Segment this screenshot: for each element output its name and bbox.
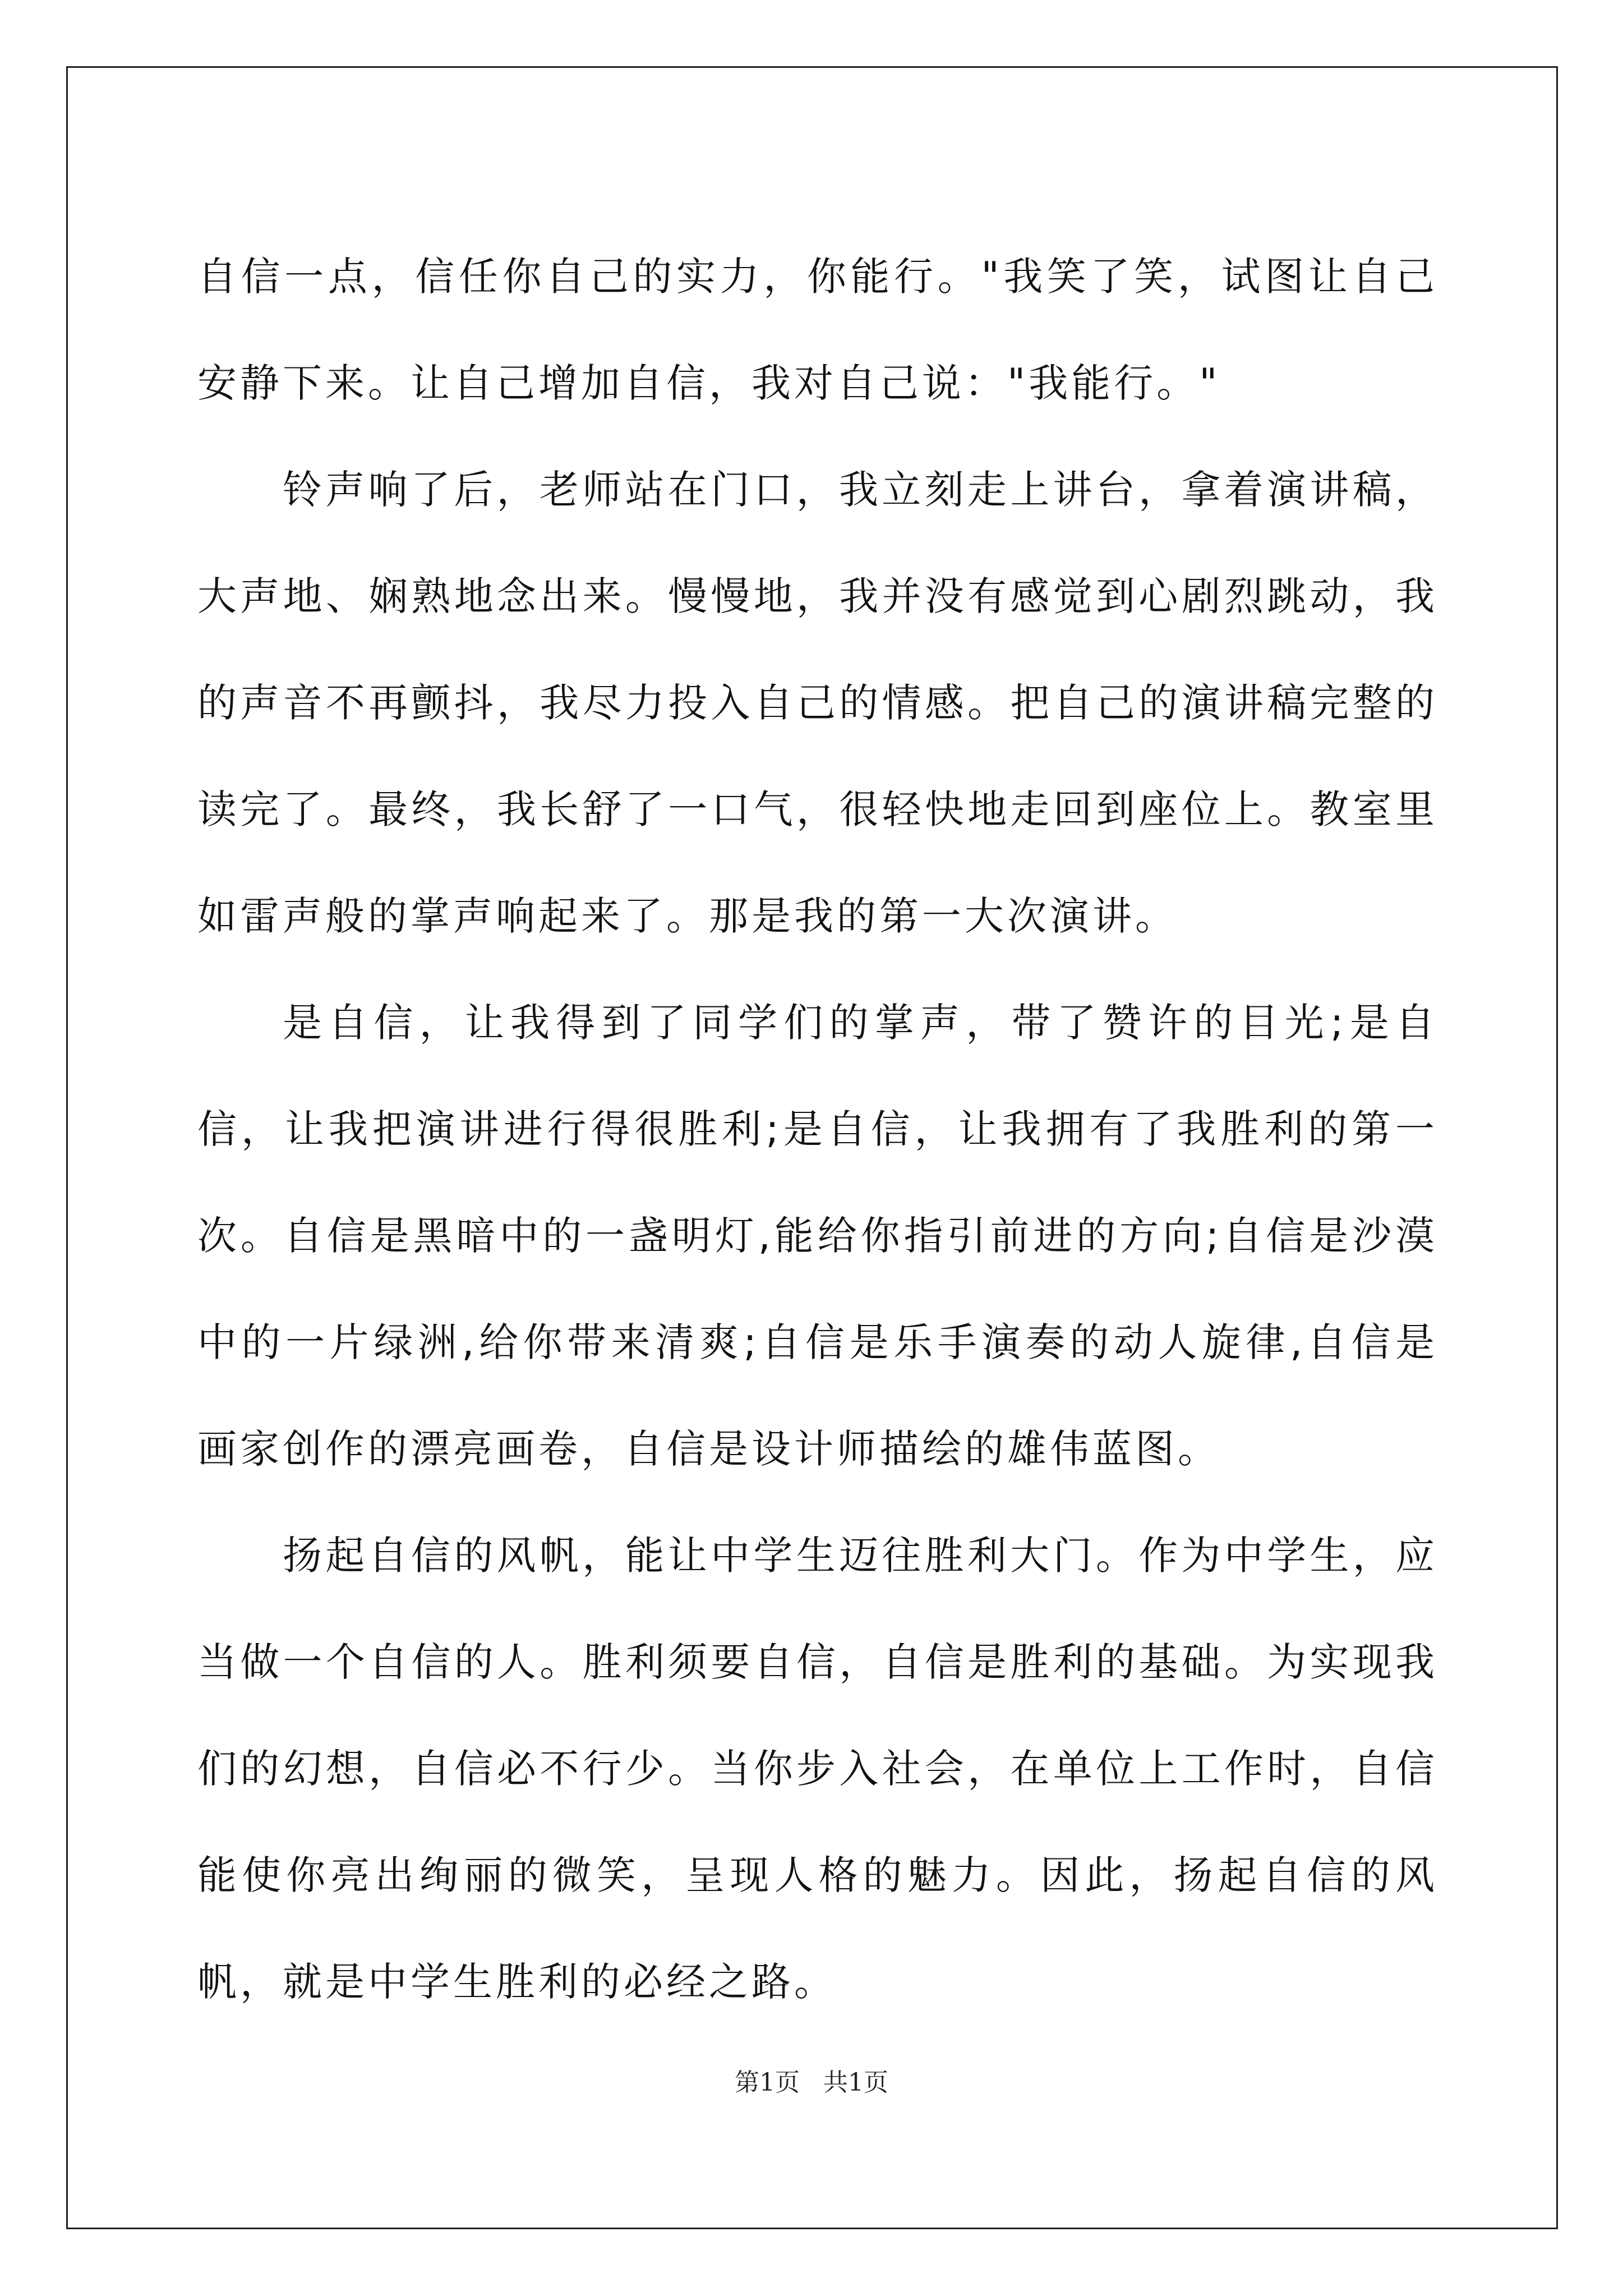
page-footer: 第1页 共1页 bbox=[735, 2068, 888, 2097]
paragraph-1: 自信一点，信任你自己的实力，你能行。"我笑了笑，试图让自己安静下来。让自己增加自信，我对自己说："我能行。" bbox=[197, 254, 1438, 406]
document-body bbox=[197, 223, 1438, 2035]
paragraph-2: 铃声响了后，老师站在门口，我立刻走上讲台，拿着演讲稿，大声地、娴熟地念出来。慢慢地，我并没有感觉到心剧烈跳动，我的声音不再颤抖，我尽力投入自己的情感。把自己的演讲稿完整的读完了。最终，我长舒了一口气，很轻快地走回到座位上。教室里如雷声般的掌声响起来了。那是我的第一大次演讲。 bbox=[197, 467, 1438, 939]
paragraph-3: 是自信，让我得到了同学们的掌声，带了赞许的目光;是自信，让我把演讲进行得很胜利;是自信，让我拥有了我胜利的第一次。自信是黑暗中的一盏明灯,能给你指引前进的方向;自信是沙漠中的一片绿洲,给你带来清爽;自信是乐手演奏的动人旋律,自信是画家创作的漂亮画卷，自信是设计师描绘的雄伟蓝图。 bbox=[197, 1000, 1438, 1472]
paragraph-4: 扬起自信的风帆，能让中学生迈往胜利大门。作为中学生，应当做一个自信的人。胜利须要自信，自信是胜利的基础。为实现我们的幻想，自信必不行少。当你步入社会，在单位上工作时，自信能使你亮出绚丽的微笑，呈现人格的魅力。因此，扬起自信的风帆，就是中学生胜利的必经之路。 bbox=[197, 1533, 1438, 2005]
